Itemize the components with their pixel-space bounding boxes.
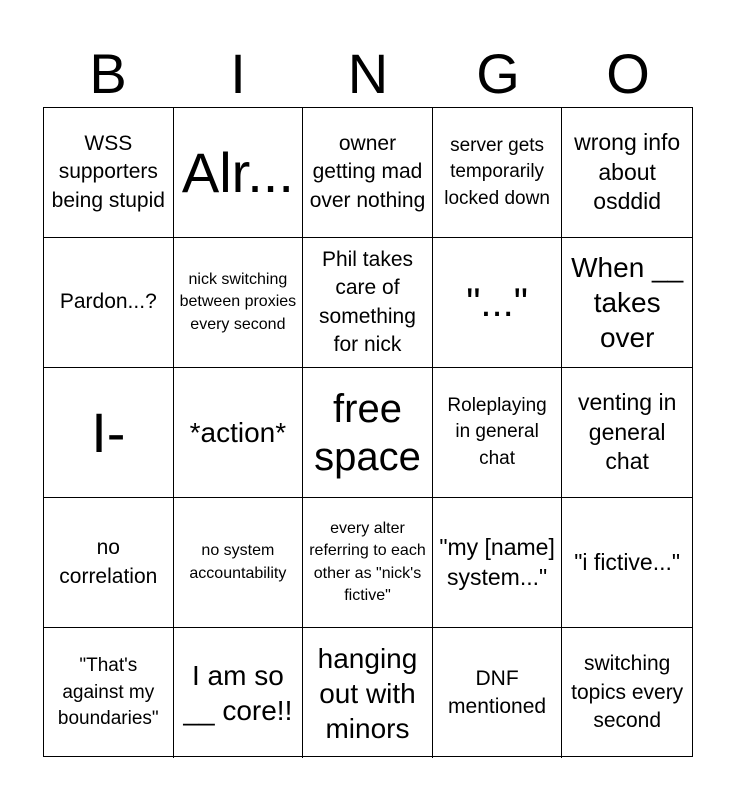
board-row-1 [44,108,692,238]
bingo-cell[interactable]: WSS supporters being stupid [44,108,174,238]
header-letter-i: I [230,42,246,105]
bingo-cell[interactable]: Phil takes care of something for nick [303,238,433,368]
header-letter-n: N [347,42,389,105]
bingo-board [43,107,693,757]
bingo-cell[interactable]: "my [name] system..." [433,498,563,628]
board-row-5 [44,628,692,758]
bingo-cell[interactable]: DNF mentioned [433,628,563,758]
bingo-cell[interactable]: "That's against my boundaries" [44,628,174,758]
bingo-cell[interactable]: hanging out with minors [303,628,433,758]
bingo-cell[interactable]: I- [44,368,174,498]
header-letter-b: B [89,42,127,105]
board-row-4 [44,498,692,628]
bingo-cell[interactable]: wrong info about osddid [562,108,692,238]
bingo-cell[interactable]: venting in general chat [562,368,692,498]
bingo-cell[interactable]: no system accountability [174,498,304,628]
bingo-cell-free-space[interactable]: free space [303,368,433,498]
bingo-cell[interactable]: owner getting mad over nothing [303,108,433,238]
header-letter-g: G [476,42,520,105]
bingo-cell[interactable]: Pardon...? [44,238,174,368]
bingo-cell[interactable]: no correlation [44,498,174,628]
bingo-cell[interactable]: server gets temporarily locked down [433,108,563,238]
board-row-3 [44,368,692,498]
bingo-cell[interactable]: When __ takes over [562,238,692,368]
bingo-cell[interactable]: nick switching between proxies every second [174,238,304,368]
bingo-header [43,40,693,108]
bingo-cell[interactable]: switching topics every second [571,652,684,733]
bingo-cell[interactable]: Alr... [174,108,304,238]
bingo-cell[interactable]: I am so __ core!! [174,628,304,758]
board-row-2 [44,238,692,368]
bingo-cell[interactable]: *action* [174,368,304,498]
bingo-cell[interactable]: Roleplaying in general chat [433,368,563,498]
header-letter-o: O [606,42,650,105]
bingo-cell[interactable]: "i fictive..." [562,498,692,628]
bingo-cell[interactable]: "..." [433,238,563,368]
bingo-cell[interactable]: every alter referring to each other as "nick's fictive" [303,498,433,628]
